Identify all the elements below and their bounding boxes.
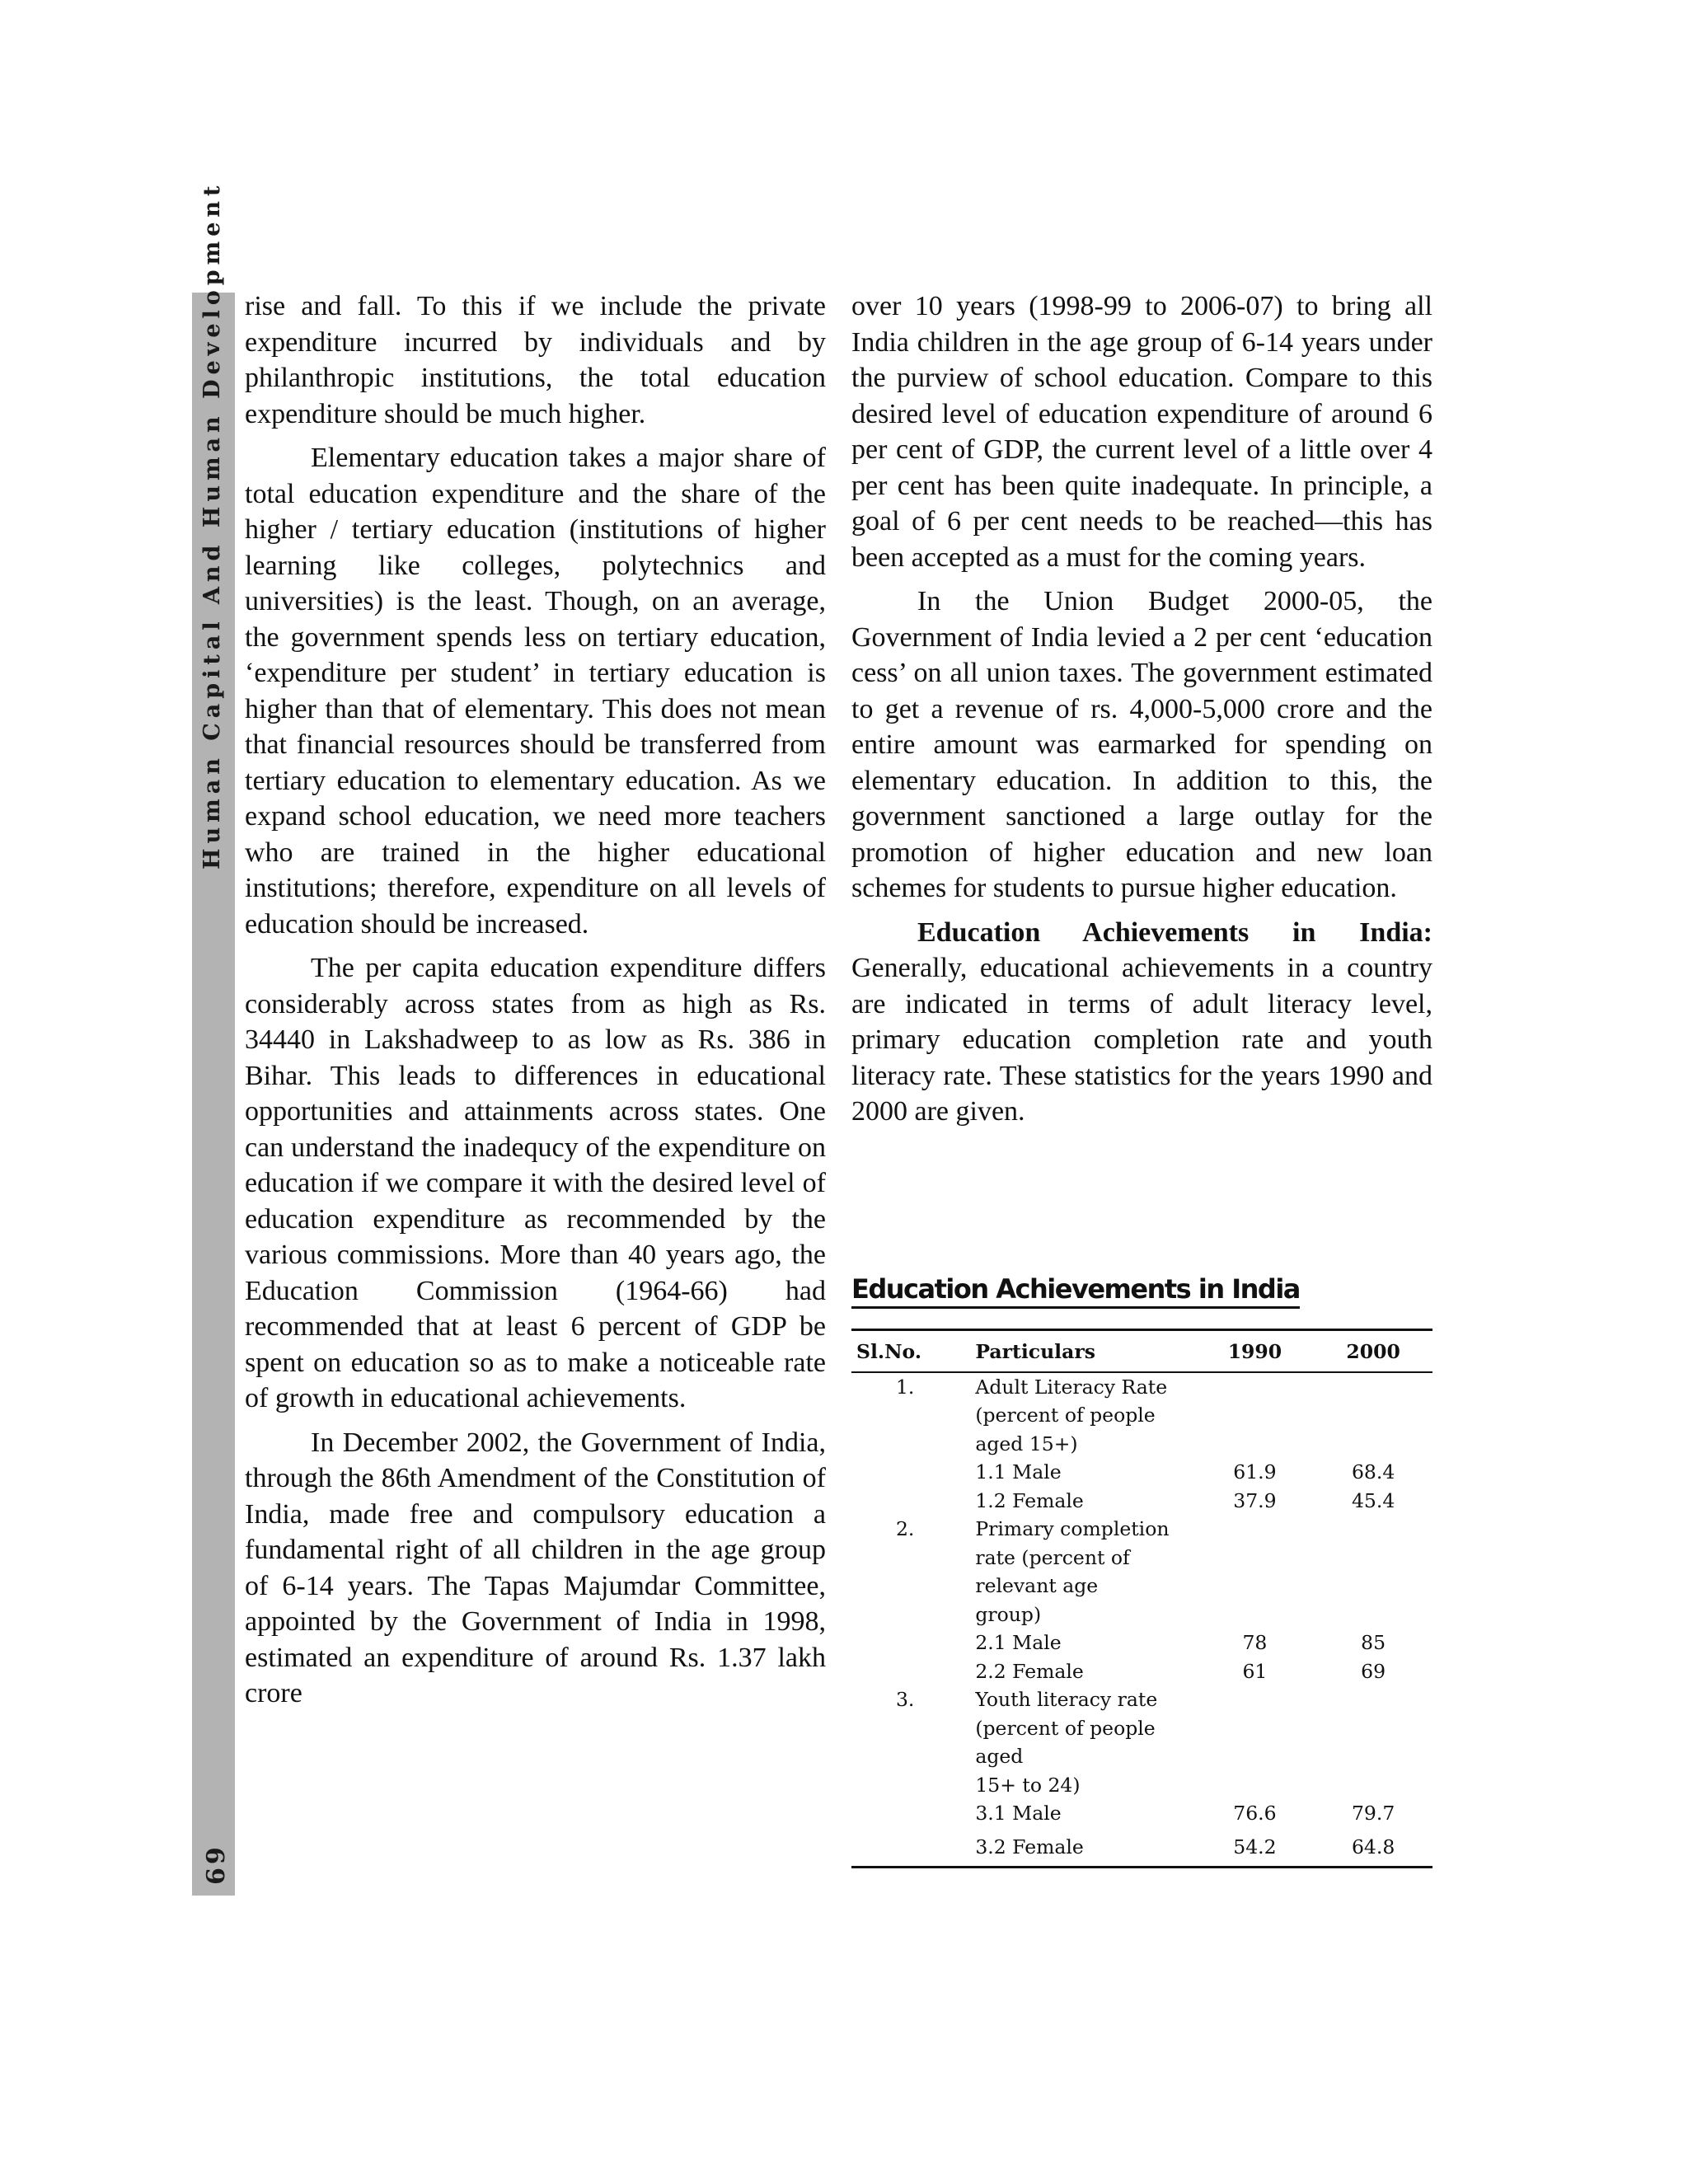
table-row (851, 1828, 1432, 1868)
cell-1990 (1196, 1572, 1315, 1601)
cell-1990 (1196, 1742, 1315, 1771)
cell-2000 (1314, 1685, 1432, 1714)
table-body (851, 1372, 1432, 1868)
left-paragraph-4: In December 2002, the Government of India, through the 86th Amendment of the Constitution of India, made free and compulsory education a fundamental right of all children in the age group of 6-14 years. The Tapas Majumdar Committee, appointed by the Government of India in 1998, estimated an expenditure of around Rs. 1.37 lakh crore (245, 1427, 826, 1708)
table-row (851, 1685, 1432, 1714)
table-header-row (851, 1330, 1432, 1372)
cell-2000: 69 (1361, 1659, 1386, 1683)
cell-particulars: (percent of people (975, 1404, 1156, 1427)
cell-sl-no (851, 1629, 959, 1657)
header-particulars: Particulars (959, 1330, 1195, 1372)
page-number (192, 1834, 235, 1896)
cell-sl-no (851, 1544, 959, 1572)
cell-2000: 79.7 (1351, 1802, 1395, 1825)
cell-2000: 64.8 (1314, 1828, 1432, 1868)
cell-particulars: 15+ to 24) (975, 1773, 1081, 1797)
table-title: Education Achievements in India (851, 1273, 1300, 1309)
table-row (851, 1487, 1432, 1516)
cell-particulars: 3.1 Male (975, 1802, 1062, 1825)
cell-2000 (1314, 1572, 1432, 1601)
cell-1990 (1196, 1372, 1315, 1402)
cell-particulars: 2.2 Female (975, 1659, 1084, 1683)
cell-sl-no (851, 1601, 959, 1629)
cell-particulars: aged 15+) (975, 1432, 1078, 1455)
table-row (851, 1657, 1432, 1686)
page-number-text: 69 (202, 1844, 231, 1885)
cell-1990 (1196, 1401, 1315, 1430)
cell-1990 (1196, 1515, 1315, 1544)
left-paragraph-1: rise and fall. To this if we include the private expenditure incurred by individuals and by philanthropic institutions, the total education expenditure should be much higher. (245, 291, 826, 429)
right-paragraph-3 (851, 915, 1432, 1130)
header-2000: 2000 (1314, 1330, 1432, 1372)
cell-1990 (1196, 1685, 1315, 1714)
cell-2000 (1314, 1372, 1432, 1402)
cell-2000: 68.4 (1351, 1460, 1395, 1483)
cell-particulars: 2.1 Male (975, 1631, 1062, 1654)
cell-1990 (1196, 1771, 1315, 1800)
cell-1990 (1196, 1430, 1315, 1459)
cell-particulars: aged (975, 1745, 1024, 1768)
cell-sl-no (851, 1657, 959, 1686)
cell-1990: 61.9 (1233, 1460, 1277, 1483)
left-column (245, 288, 826, 1720)
right-paragraph-1: over 10 years (1998-99 to 2006-07) to bring all India children in the age group of 6-14 years under the purview of school education. Compare to this desired level of education expenditure of around 6 per cent of GDP, the current level of a little over 4 per cent has been quite inadequate. In principle, a goal of 6 per cent needs to be reached—this has been accepted as a must for the coming years. (851, 291, 1432, 573)
cell-2000 (1314, 1401, 1432, 1430)
cell-sl-no (851, 1771, 959, 1800)
header-1990: 1990 (1196, 1330, 1315, 1372)
header-sl-no: Sl.No. (851, 1330, 959, 1372)
cell-sl-no (851, 1572, 959, 1601)
table-row (851, 1430, 1432, 1459)
table-row (851, 1799, 1432, 1828)
cell-sl-no: 1. (895, 1375, 915, 1399)
cell-2000 (1314, 1771, 1432, 1800)
running-head-text: Human Capital And Human Development (199, 180, 225, 869)
cell-particulars: rate (percent of (975, 1545, 1130, 1569)
left-paragraph-3: The per capita education expenditure differs considerably across states from as high as Rs. 34440 in Lakshadweep to as low as Rs. 386 in Bihar. This leads to differences in educational opportunities and attainments across states. One can understand the inadequcy of the expenditure on education if we compare it with the desired level of education expenditure as recommended by the various commissions. More than 40 years ago, the Education Commission (1964-66) had recommended that at least 6 percent of GDP be spent on education so as to make a noticeable rate of growth in educational achievements. (245, 953, 826, 1413)
section-lead-heading: Education Achievements in India: (917, 916, 1432, 948)
table-row (851, 1401, 1432, 1430)
cell-particulars: 1.1 Male (975, 1460, 1062, 1483)
cell-sl-no (851, 1828, 959, 1868)
left-paragraph-2: Elementary education takes a major share of total education expenditure and the share of the higher / tertiary education (institutions of higher learning like colleges, polytechnics and universities) is the least. Though, on an average, the government spends less on tertiary education, ‘expenditure per student’ in tertiary education is higher than that of elementary. This does not mean that financial resources should be transferred from tertiary education to elementary education. As we expand school education, we need more teachers who are trained in the higher educational institutions; therefore, expenditure on all levels of education should be increased. (245, 443, 826, 940)
table-row (851, 1629, 1432, 1657)
cell-2000 (1314, 1742, 1432, 1771)
cell-particulars: (percent of people (975, 1716, 1156, 1740)
cell-2000 (1314, 1714, 1432, 1743)
cell-1990 (1196, 1544, 1315, 1572)
right-column (851, 288, 1432, 1138)
cell-1990: 37.9 (1233, 1488, 1277, 1512)
cell-sl-no (851, 1458, 959, 1487)
cell-particulars: group) (975, 1602, 1042, 1626)
cell-particulars: Youth literacy rate (975, 1688, 1158, 1711)
cell-1990: 76.6 (1233, 1802, 1277, 1825)
cell-particulars: 3.2 Female (959, 1828, 1195, 1868)
cell-2000 (1314, 1515, 1432, 1544)
table-row (851, 1515, 1432, 1544)
cell-1990 (1196, 1714, 1315, 1743)
cell-1990: 61 (1242, 1659, 1268, 1683)
table-row (851, 1742, 1432, 1771)
cell-particulars: Primary completion (975, 1517, 1170, 1540)
cell-2000 (1314, 1601, 1432, 1629)
cell-sl-no (851, 1799, 959, 1828)
cell-2000: 85 (1361, 1631, 1386, 1654)
table-row (851, 1458, 1432, 1487)
right-paragraph-2: In the Union Budget 2000-05, the Government of India levied a 2 per cent ‘education cess’ on all union taxes. The government estimated to get a revenue of rs. 4,000-5,000 crore and the entire amount was earmarked for spending on elementary education. In addition to this, the government sanctioned a large outlay for the promotion of higher education and new loan schemes for students to pursue higher education. (851, 586, 1432, 903)
education-achievements-table (851, 1329, 1432, 1868)
cell-sl-no (851, 1487, 959, 1516)
cell-sl-no: 3. (895, 1688, 915, 1711)
cell-2000 (1314, 1430, 1432, 1459)
cell-sl-no (851, 1714, 959, 1743)
cell-1990 (1196, 1601, 1315, 1629)
table-row (851, 1771, 1432, 1800)
cell-sl-no (851, 1401, 959, 1430)
cell-particulars: relevant age (975, 1574, 1099, 1597)
cell-2000 (1314, 1544, 1432, 1572)
cell-2000: 45.4 (1351, 1488, 1395, 1512)
cell-sl-no (851, 1742, 959, 1771)
cell-sl-no: 2. (895, 1517, 915, 1540)
cell-particulars: 1.2 Female (975, 1488, 1084, 1512)
cell-1990: 54.2 (1196, 1828, 1315, 1868)
cell-particulars: Adult Literacy Rate (975, 1375, 1168, 1399)
table-row (851, 1714, 1432, 1743)
table-row (851, 1544, 1432, 1572)
section-lead-body: Generally, educational achievements in a country are indicated in terms of adult literacy level, primary education completion rate and youth literacy rate. These statistics for the years 1990 and 2000 are given. (851, 953, 1432, 1127)
table-row (851, 1572, 1432, 1601)
table-row (851, 1372, 1432, 1402)
cell-sl-no (851, 1430, 959, 1459)
table-row (851, 1601, 1432, 1629)
cell-1990: 78 (1242, 1631, 1268, 1654)
